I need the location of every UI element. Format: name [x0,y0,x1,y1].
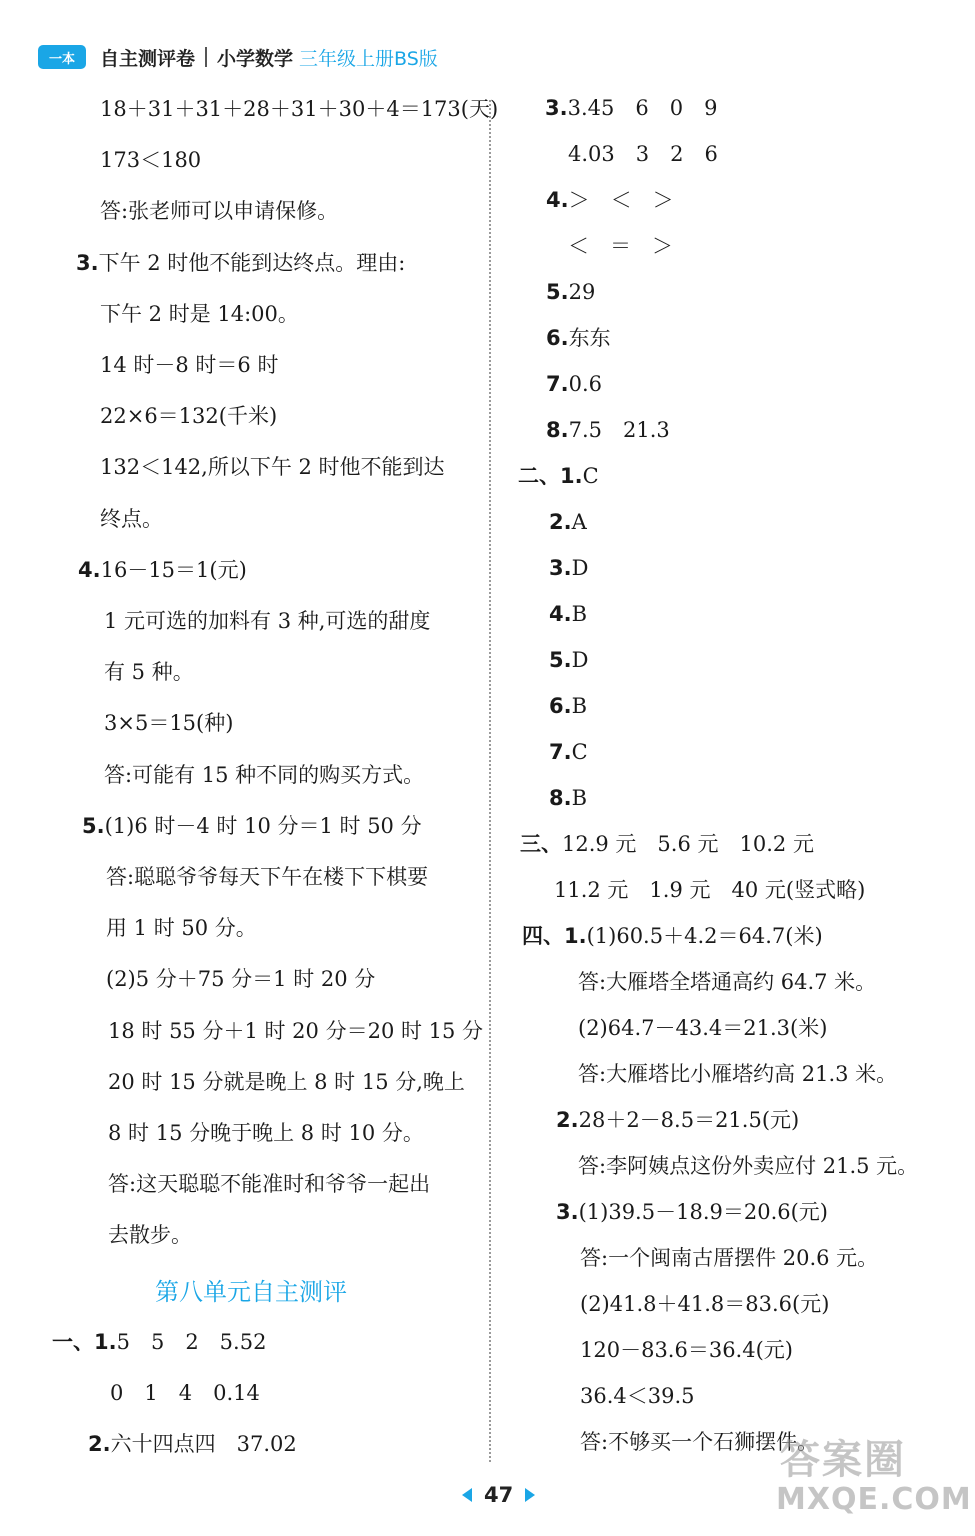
question-number: 3. [549,556,572,580]
answer-line [100,299,299,329]
answer-text: 0.6 [568,372,602,396]
question-number: 2. [556,1108,579,1132]
answer-text: 8 时 15 分晚于晚上 8 时 10 分。 [108,1121,424,1145]
answer-line [106,964,375,994]
answer-text: 六十四点四 37.02 [110,1432,297,1456]
answer-text: 去散步。 [108,1223,192,1248]
question-number: 5. [82,813,105,838]
answer-line [546,277,595,307]
answer-text: C [582,464,599,488]
answer-line [522,921,823,951]
answer-line [580,1335,793,1365]
answer-text: 7.5 21.3 [568,418,670,442]
grade-label: 三年级上册BS版 [299,47,438,70]
answer-line [556,1105,799,1135]
answer-text: 28＋2－8.5＝21.5(元) [578,1108,800,1132]
answer-text: D [571,648,589,672]
answer-line [546,323,611,353]
answer-line [104,657,194,687]
answer-line [100,196,338,226]
subject-label: 小学数学 [217,47,294,70]
answer-text: ＜ ＝ ＞ [568,234,673,258]
question-number: 3. [76,250,99,275]
answer-line [520,829,814,859]
answer-line [110,1378,260,1408]
column-divider [489,100,491,1462]
answer-line [100,452,445,482]
answer-text: 答:这天聪聪不能准时和爷爷一起出 [108,1172,431,1197]
page-header [38,42,438,72]
answer-text: (2)64.7－43.4＝21.3(米) [578,1016,828,1040]
next-triangle-icon [525,1488,535,1502]
answer-line [106,862,428,892]
answer-text: ＞ ＜ ＞ [568,188,674,212]
answer-text: B [571,602,588,626]
watermark-logo [770,1420,972,1530]
answer-text: 12.9 元 5.6 元 10.2 元 [562,832,814,856]
answer-text: 11.2 元 1.9 元 40 元(竖式略) [554,878,866,902]
answer-text: 132＜142,所以下午 2 时他不能到达 [100,455,445,480]
answer-line [546,369,602,399]
answer-line [106,913,257,943]
answer-line [546,185,674,215]
header-separator [205,47,207,67]
answer-line [82,811,422,841]
question-number: 6. [549,694,572,718]
answer-text: 3.45 6 0 9 [567,96,718,120]
answer-line [100,504,163,534]
question-number: 7. [546,372,569,396]
answer-text: A [571,510,587,534]
answer-text: 3×5＝15(种) [104,711,234,736]
answer-line [580,1243,878,1273]
answer-text: 下午 2 时他不能到达终点。理由: [98,250,406,275]
answer-line [518,461,599,491]
question-number: 4. [78,557,101,582]
page-number: 47 [484,1483,514,1507]
answer-text: 有 5 种。 [104,660,194,685]
answer-text: (1)60.5＋4.2＝64.7(米) [586,924,823,948]
answer-line [580,1381,695,1411]
answer-line [100,401,277,431]
answer-line [78,555,247,585]
page-footer [462,1478,535,1512]
answer-text: 答:聪聪爷爷每天下午在楼下下棋要 [106,865,429,889]
answer-text: 120－83.6＝36.4(元) [580,1338,793,1362]
answer-line [549,737,588,767]
answer-line [578,967,876,997]
book-title: 自主测评卷 [100,47,196,70]
answer-text: 答:张老师可以申请保修。 [100,199,339,224]
answer-text: 5 5 2 5.52 [116,1330,267,1354]
answer-text: 20 时 15 分就是晚上 8 时 15 分,晚上 [108,1069,465,1094]
answer-text: 答:李阿姨点这份外卖应付 21.5 元。 [578,1154,919,1178]
answer-text: 173＜180 [100,148,202,173]
answer-line [578,1151,918,1181]
answer-line [88,1429,297,1459]
answer-text: 东东 [568,326,611,350]
answer-line [108,1016,483,1046]
question-number: 2. [88,1432,111,1456]
answer-text: 答:大雁塔全塔通高约 64.7 米。 [578,970,877,994]
answer-line [580,1289,829,1319]
answer-line [76,248,405,278]
answer-line [100,145,201,175]
answer-line [549,553,588,583]
answer-text: 0 1 4 0.14 [110,1381,260,1405]
answer-line [556,1197,828,1227]
section-title: 第八单元自主测评 [155,1278,347,1306]
answer-line [549,507,587,537]
answer-text: 18＋31＋31＋28＋31＋30＋4＝173(天) [100,97,499,121]
answer-text: (1)39.5－18.9＝20.6(元) [578,1200,828,1224]
answer-text: (2)41.8＋41.8＝83.6(元) [580,1292,830,1316]
answer-line [108,1118,424,1148]
answer-line [578,1059,897,1089]
answer-line [108,1220,192,1250]
answer-line [554,875,865,905]
logo-text: 一本 [48,51,75,67]
question-number: 2. [549,510,572,534]
answer-text: C [571,740,588,764]
question-number: 三、 [520,832,562,856]
answer-line [549,783,587,813]
answer-text: 16－15＝1(元) [100,557,247,582]
answer-text: 14 时－8 时＝6 时 [100,353,279,377]
question-number: 二、1. [518,464,583,488]
answer-line [108,1169,430,1199]
answer-line [108,1067,465,1097]
answer-line [549,599,587,629]
answer-text: B [571,694,588,718]
answer-text: 29 [568,280,596,304]
answer-text: 下午 2 时是 14:00。 [100,301,299,326]
answer-line [104,606,430,636]
answer-line [578,1013,827,1043]
answer-text: 答:一个闽南古厝摆件 20.6 元。 [580,1246,879,1270]
question-number: 5. [546,280,569,304]
answer-text: 答:不够买一个石狮摆件。 [580,1430,819,1454]
answer-line [545,93,717,123]
answer-line [568,231,673,261]
answer-text: 答:可能有 15 种不同的购买方式。 [104,762,425,787]
answer-text: D [571,556,589,580]
brand-logo [38,45,86,69]
question-number: 5. [549,648,572,672]
answer-text: 36.4＜39.5 [580,1384,695,1408]
answer-text: 18 时 55 分＋1 时 20 分＝20 时 15 分 [108,1018,484,1043]
answer-line [100,350,278,380]
answer-line [549,691,587,721]
question-number: 3. [556,1200,579,1224]
answer-text: (1)6 时－4 时 10 分＝1 时 50 分 [104,813,422,838]
answer-text: 4.03 3 2 6 [568,142,718,166]
answer-line [549,645,588,675]
answer-line [52,1327,266,1357]
answer-line [546,415,670,445]
answer-text: (2)5 分＋75 分＝1 时 20 分 [106,967,376,992]
answer-line [568,139,718,169]
question-number: 4. [549,602,572,626]
question-number: 8. [546,418,569,442]
question-number: 四、1. [522,924,587,948]
question-number: 7. [549,740,572,764]
answer-text: 1 元可选的加料有 3 种,可选的甜度 [104,609,431,633]
answer-line [104,708,233,738]
question-number: 8. [549,786,572,810]
question-number: 一、1. [52,1330,117,1354]
answer-text: 终点。 [100,506,163,531]
question-number: 4. [546,188,569,212]
watermark-cn: 答案圈 [780,1437,906,1483]
question-number: 6. [546,326,569,350]
answer-text: 22×6＝132(千米) [100,404,278,429]
answer-text: B [571,786,588,810]
question-number: 3. [545,96,568,120]
watermark-en: MXQE.COM [776,1482,972,1517]
answer-text: 用 1 时 50 分。 [106,916,257,941]
answer-line [100,94,498,124]
answer-line [104,760,424,790]
prev-triangle-icon [462,1488,472,1502]
answer-text: 答:大雁塔比小雁塔约高 21.3 米。 [578,1062,898,1086]
